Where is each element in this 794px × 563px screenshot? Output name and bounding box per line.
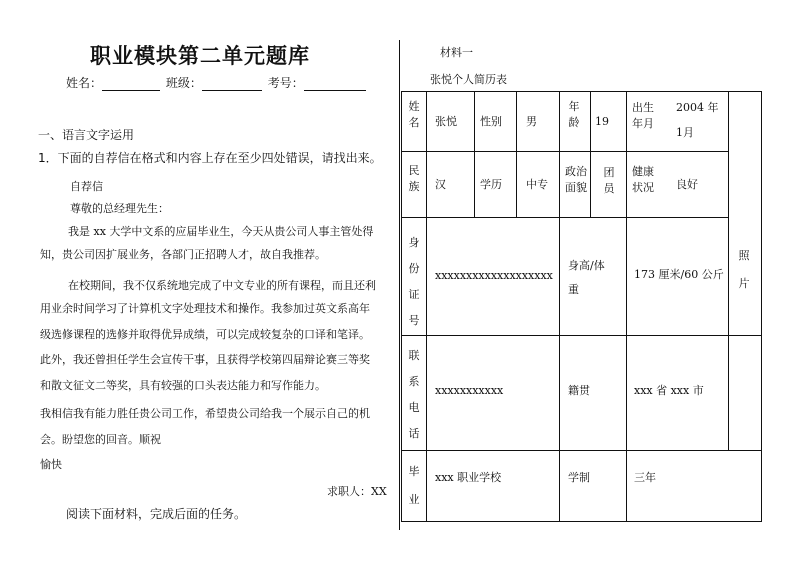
height-label-cell: 身高/体重 [568, 259, 605, 296]
name-label-cell: 姓名 [408, 100, 420, 129]
table-col-line [626, 92, 627, 521]
hometown-label-cell: 籍贯 [568, 384, 590, 397]
exam-no-label: 考号： [267, 76, 304, 90]
health-value-cell: 良好 [676, 178, 698, 191]
class-label: 班级： [165, 76, 202, 90]
education-value-cell: 中专 [526, 178, 548, 191]
letter-line: 此外，我还曾担任学生会宣传干事，且获得学校第四届辩论赛三等奖 [40, 353, 370, 366]
letter-line: 和散文征文二等奖，具有较强的口头表达能力和写作能力。 [40, 379, 326, 392]
gender-label-cell: 性别 [480, 115, 502, 128]
birth-label-cell: 出生年月 [632, 101, 654, 130]
letter-closing: 愉快 [40, 458, 62, 471]
phone-value-cell: xxxxxxxxxxx [435, 384, 504, 397]
instruction: 阅读下面材料，完成后面的任务。 [66, 507, 247, 521]
table-row-line [402, 450, 761, 451]
schooling-label-cell: 学制 [568, 471, 590, 484]
age-value-cell: 19 [595, 115, 609, 128]
student-info-fields [66, 74, 366, 91]
letter-line: 会。盼望您的回音。顺祝 [40, 433, 161, 446]
letter-line: 在校期间，我不仅系统地完成了中文专业的所有课程，而且还利 [68, 279, 376, 292]
political-value-cell: 团员 [603, 166, 615, 195]
name-blank[interactable] [102, 78, 160, 91]
ethnicity-value-cell: 汉 [435, 178, 446, 191]
table-row-line [402, 335, 761, 336]
health-label-cell: 健康状况 [632, 165, 654, 194]
question-1: 1．下面的自荐信在格式和内容上存在至少四处错误，请找出来。 [38, 151, 382, 165]
gender-value-cell: 男 [526, 115, 537, 128]
table-col-line [728, 92, 729, 450]
id-label-cell: 身份证号 [408, 236, 420, 327]
height-value-cell: 173 厘米/60 公斤 [634, 268, 724, 281]
photo-placeholder: 照片 [738, 249, 750, 290]
resume-table [401, 91, 762, 522]
table-col-line [516, 92, 517, 217]
letter-line: 我是 xx 大学中文系的应届毕业生，今天从贵公司人事主管处得 [68, 225, 374, 238]
schooling-value-cell: 三年 [634, 471, 656, 484]
birth-year-cell: 2004 年 [676, 101, 719, 114]
material-label: 材料一 [440, 46, 473, 59]
resume-caption: 张悦个人简历表 [430, 73, 507, 86]
letter-line: 我相信我有能力胜任贵公司工作，希望贵公司给我一个展示自己的机 [40, 407, 370, 420]
table-col-line [426, 92, 427, 521]
table-col-line [559, 92, 560, 521]
letter-line: 级选修课程的选修并取得优异成绩，可以完成较复杂的口译和笔译。 [40, 328, 370, 341]
education-label-cell: 学历 [480, 178, 502, 191]
table-row-line [402, 217, 728, 218]
exam-no-blank[interactable] [304, 78, 366, 91]
graduation-label-cell: 毕业 [408, 465, 420, 506]
letter-line: 用业余时间学习了计算机文字处理技术和操作。我参加过英文系高年 [40, 302, 370, 315]
table-col-line [474, 92, 475, 217]
name-value-cell: 张悦 [435, 115, 457, 128]
letter-line: 知，贵公司因扩展业务，各部门正招聘人才，故自我推荐。 [40, 248, 326, 261]
ethnicity-label-cell: 民族 [408, 164, 420, 193]
column-divider [399, 40, 400, 530]
letter-greeting: 尊敬的总经理先生： [70, 202, 169, 215]
phone-label-cell: 联系电话 [408, 349, 420, 440]
class-blank[interactable] [202, 78, 262, 91]
hometown-value-cell: xxx 省 xxx 市 [634, 384, 704, 397]
table-row-line [402, 151, 728, 152]
birth-month-cell: 1月 [676, 126, 694, 139]
letter-signature: 求职人：XX [327, 485, 387, 498]
id-value-cell: xxxxxxxxxxxxxxxxxxx [435, 269, 553, 282]
age-label-cell: 年龄 [568, 100, 580, 129]
table-col-line [590, 92, 591, 217]
name-label: 姓名： [66, 76, 103, 90]
school-value-cell: xxx 职业学校 [435, 471, 502, 484]
section-heading: 一、语言文字运用 [38, 128, 135, 142]
political-label-cell: 政治面貌 [565, 165, 587, 194]
page-title: 职业模块第二单元题库 [90, 44, 310, 68]
letter-heading: 自荐信 [70, 180, 103, 193]
